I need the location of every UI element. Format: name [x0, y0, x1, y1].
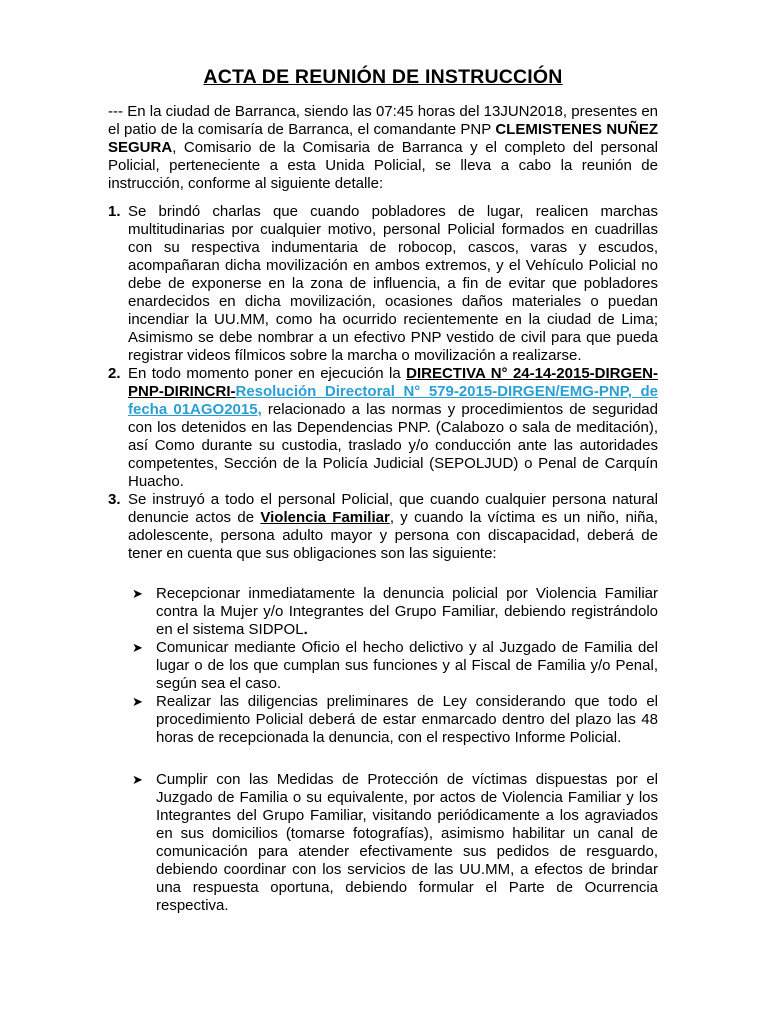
instruction-item-2 [108, 365, 658, 491]
item-text-a: En todo momento poner en ejecución la [128, 365, 407, 382]
commander-name: CLEMISTENES NUÑEZ SEGURA [108, 121, 658, 156]
obligation-item-4 [108, 771, 658, 915]
violence-highlight: Violencia Familiar [260, 509, 390, 526]
arrow-bullet-icon: ➤ [132, 640, 143, 655]
resolution-link[interactable]: Resolución Directoral N° 579-2015-DIRGEN/EMG-PNP, de fecha 01AGO2015, [128, 383, 658, 418]
item-text-a: Se instruyó a todo el personal Policial, que cuando cualquier persona natural denuncie actos de [128, 491, 658, 526]
directive-reference: DIRECTIVA N° 24-14-2015-DIRGEN-PNP-DIRINCRI- [128, 365, 659, 400]
instruction-item-1 [108, 203, 658, 365]
obligation-text: Recepcionar inmediatamente la denuncia policial por Violencia Familiar contra la Mujer y/o Integrantes del Grupo Familiar, debiendo registrándolo en el sistema SIDPOL [156, 585, 658, 638]
item-text: Se brindó charlas que cuando pobladores de lugar, realicen marchas multitudinarias por cualquier motivo, personal Policial formados en cuadrillas con su respectiva indumentaria de robocop, cascos, varas y escudos, acompañaran dicha movilización en ambos extremos, y el Vehículo Policial no debe de exponerse en la zona de influencia, a fin de evitar que pobladores enardecidos en dicha movilización, ocasiones daños materiales o puedan incendiar la UU.MM, como ha ocurrido recientemente en la ciudad de Lima; Asimismo se debe nombrar a un efectivo PNP vestido de civil para que pueda registrar videos fílmicos sobre la marcha o movilización a realizarse. [128, 203, 658, 364]
instruction-list [108, 203, 658, 563]
obligation-item-3 [108, 693, 658, 747]
obligation-text: Comunicar mediante Oficio el hecho delictivo y al Juzgado de Familia del lugar o de los que cumplan sus funciones y al Fiscal de Familia y/o Penal, según sea el caso. [156, 639, 658, 692]
obligation-item-1 [108, 585, 658, 639]
obligation-period: . [303, 621, 308, 638]
intro-text-part2: , Comisario de la Comisaria de Barranca y el completo del personal Policial, perteneciente a esta Unida Policial, se lleva a cabo la reunión de instrucción, conforme al siguiente detalle: [108, 139, 658, 192]
arrow-bullet-icon: ➤ [132, 586, 143, 601]
intro-paragraph [108, 103, 658, 193]
item-text-b: , y cuando la víctima es un niño, niña, adolescente, persona adulto mayor y persona con discapacidad, deberá de tener en cuenta que sus obligaciones son las siguiente: [128, 509, 658, 562]
item-number: 3. [108, 491, 121, 508]
item-number: 1. [108, 203, 121, 220]
item-number: 2. [108, 365, 121, 382]
obligation-text: Cumplir con las Medidas de Protección de víctimas dispuestas por el Juzgado de Familia o su equivalente, por actos de Violencia Familiar y los Integrantes del Grupo Familiar, visitando periódicamente a los agraviados en sus domicilios (tomarse fotografías), asimismo habilitar un canal de comunicación para atender efectivamente sus pedidos de resguardo, debiendo coordinar con los servicios de las UU.MM, a efectos de brindar una respuesta oportuna, debiendo formular el Parte de Ocurrencia respectiva. [156, 771, 658, 914]
obligations-list-continued [108, 771, 658, 915]
obligations-list [108, 585, 658, 747]
instruction-item-3 [108, 491, 658, 563]
arrow-bullet-icon: ➤ [132, 772, 143, 787]
item-text-b: relacionado a las normas y procedimientos de seguridad con los detenidos en las Dependencias PNP. (Calabozo o sala de meditación), así Como durante su custodia, traslado y/o conducción ante las autoridades competentes, Sección de la Policía Judicial (SEPOLJUD) o Penal de Carquín Huacho. [128, 401, 658, 490]
intro-text-part1: --- En la ciudad de Barranca, siendo las 07:45 horas del 13JUN2018, presentes en el patio de la comisaría de Barranca, el comandante PNP [108, 103, 658, 138]
document-title: ACTA DE REUNIÓN DE INSTRUCCIÓN [203, 66, 563, 88]
arrow-bullet-icon: ➤ [132, 694, 143, 709]
obligation-item-2 [108, 639, 658, 693]
obligation-text: Realizar las diligencias preliminares de Ley considerando que todo el procedimiento Policial deberá de estar enmarcado dentro del plazo las 48 horas de recepcionada la denuncia, con el respectivo Informe Policial. [156, 693, 658, 746]
